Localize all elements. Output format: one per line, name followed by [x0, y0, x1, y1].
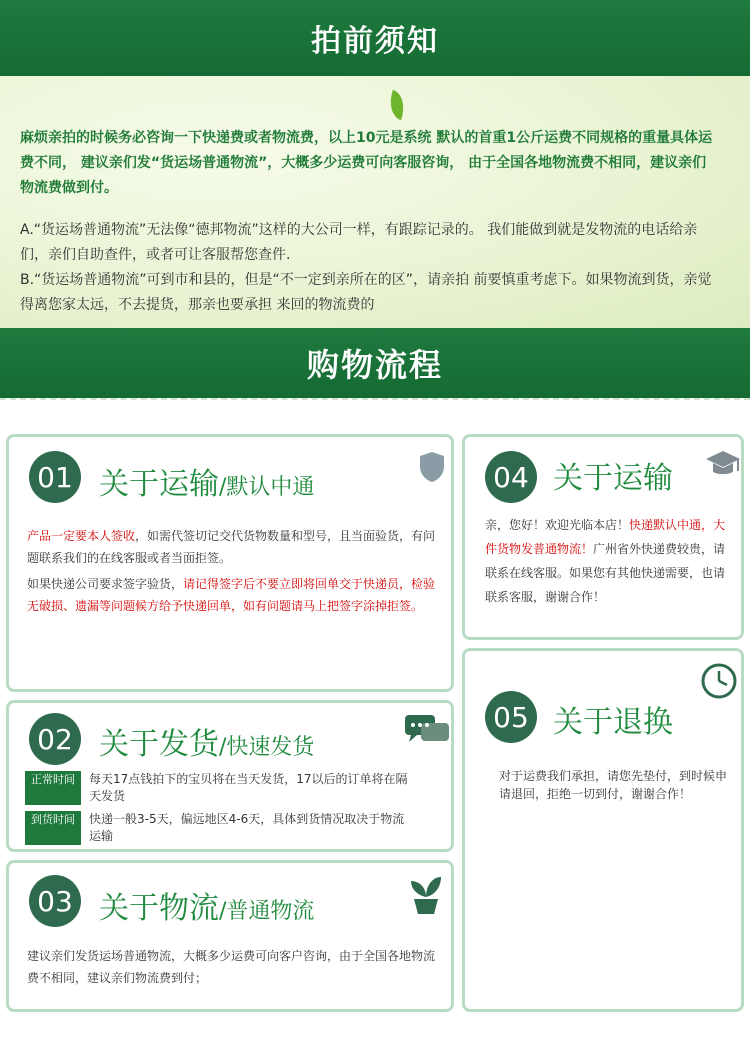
- schedule-row: [25, 811, 445, 845]
- notice-banner-title: 拍前须知: [311, 24, 439, 59]
- card-dispatch: [6, 700, 454, 852]
- schedule-text: 快递一般3-5天，偏远地区4-6天，具体到货情况取决于物流运输: [89, 812, 405, 843]
- courier-text: 广州省外快递费较贵，请联系在线客服。如果您有其他快递需要，也请联系客服，谢谢合作！: [485, 542, 726, 604]
- chat-bubbles-icon: [405, 715, 449, 745]
- process-banner: [0, 328, 750, 398]
- card-body: [485, 513, 731, 609]
- card-logistics: [6, 860, 454, 1012]
- card-title: [99, 883, 314, 927]
- notice-item-a: A.“货运场普通物流”无法像“德邦物流”这样的大公司一样，有跟踪记录的。 我们能做到就是发物流的电话给亲们，亲们自助查件，或者可让客服帮您查件.: [20, 222, 698, 263]
- card-title-main: 关于物流: [99, 891, 219, 926]
- signing-text: ，如需代签切记交代货物数量和型号，且当面验货，有问题联系我们的在线客服或者当面拒签。: [27, 529, 436, 565]
- card-title-sub: /默认中通: [219, 475, 315, 500]
- step-number: 04: [485, 451, 537, 503]
- notice-item-b: B.“货运场普通物流”可到市和县的，但是“不一定到亲所在的区”，请亲拍 前要慎重考虑下。如果物流到货，亲觉得离您家太远，不去提货，那亲也要承担 来回的物流费的: [20, 272, 712, 313]
- card-body: [27, 945, 437, 989]
- shield-icon: [419, 451, 445, 483]
- signing-warning: 产品一定要本人签收: [27, 529, 136, 543]
- schedule-tag: 到货时间: [25, 811, 81, 845]
- card-body: [25, 771, 445, 851]
- card-title: [553, 697, 673, 741]
- schedule-text: 每天17点钱拍下的宝贝将在当天发货，17以后的订单将在隔天发货: [89, 772, 408, 803]
- courier-warning: 快递默认中通，大件货物发普通物流！: [485, 518, 726, 556]
- inspection-text: 如果快递公司要求签字验货，: [27, 577, 184, 591]
- schedule-row: [25, 771, 445, 805]
- card-paragraph: [27, 525, 437, 569]
- divider: [0, 398, 750, 402]
- card-returns: [462, 648, 744, 1012]
- logistics-text: 建议亲们发货运场普通物流，大概多少运费可向客户咨询，由于全国各地物流费不相同，建议亲们物流费到付；: [27, 949, 436, 985]
- graduation-cap-icon: [705, 449, 741, 479]
- card-body: [499, 767, 729, 803]
- notice-section: [0, 76, 750, 328]
- step-number: 03: [29, 875, 81, 927]
- notice-shipping-paragraph: 麻烦亲拍的时候务必咨询一下快递费或者物流费，以上10元是系统 默认的首重1公斤运费不同规格的重量具体运费不同， 建议亲们发“货运场普通物流”，大概多少运费可向客服咨询， 由于全国各地物流费不相同，建议亲们物流费做到付。: [20, 130, 713, 196]
- schedule-tag: 正常时间: [25, 771, 81, 805]
- inspection-warning: 请记得签字后不要立即将回单交于快递员，检验无破损、遗漏等问题候方给予快递回单，如有问题请马上把签字涂掉拒签。: [27, 577, 436, 613]
- card-title-main: 关于运输: [99, 467, 219, 502]
- card-title-main: 关于发货: [99, 727, 219, 762]
- greeting-text: 亲，您好！欢迎光临本店！: [485, 518, 630, 532]
- card-shipping-default: [462, 434, 744, 640]
- notice-logistics-paragraph: [20, 218, 720, 318]
- notice-banner: [0, 0, 750, 76]
- returns-text: 对于运费我们承担，请您先垫付，到时候申请退回，拒绝一切到付，谢谢合作！: [499, 769, 728, 801]
- clock-icon: [701, 663, 737, 699]
- card-title: [99, 459, 314, 503]
- potted-plant-icon: [409, 873, 443, 915]
- card-title-sub: /普通物流: [219, 899, 315, 924]
- card-title-sub: /快速发货: [219, 735, 315, 760]
- leaf-icon: [384, 90, 410, 121]
- card-title-main: 关于运输: [553, 461, 673, 496]
- process-banner-title: 购物流程: [306, 346, 443, 384]
- step-number: 05: [485, 691, 537, 743]
- card-paragraph: [27, 573, 437, 617]
- card-body: [27, 525, 437, 617]
- card-title: [99, 719, 314, 763]
- step-number: 02: [29, 713, 81, 765]
- card-title: [553, 453, 673, 497]
- card-title-main: 关于退换: [553, 705, 673, 740]
- card-shipping: [6, 434, 454, 692]
- step-number: 01: [29, 451, 81, 503]
